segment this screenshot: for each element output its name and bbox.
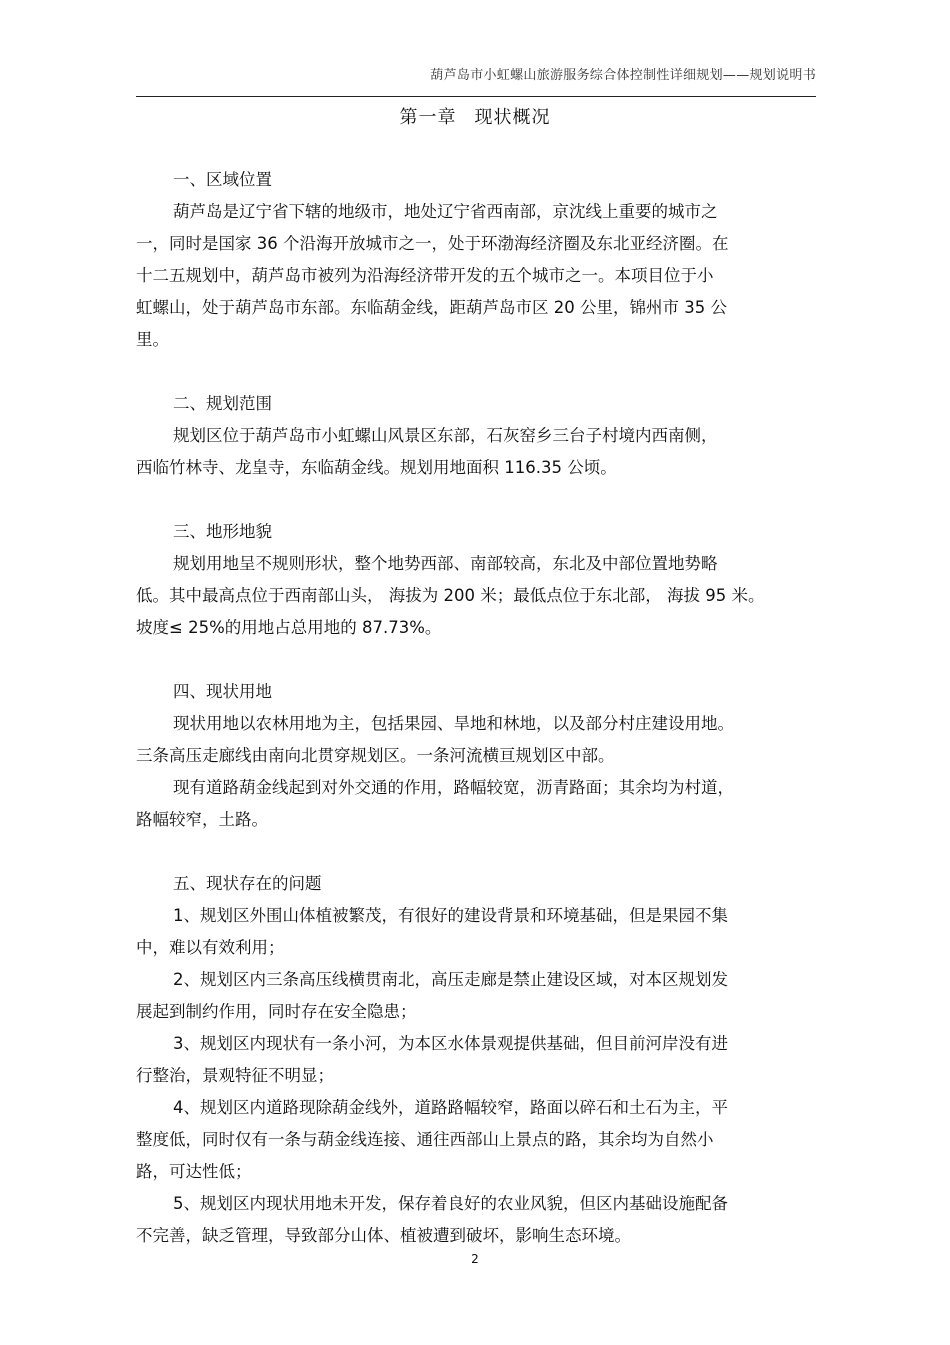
section-heading-terrain: 三、地形地貌 <box>173 522 272 541</box>
chapter-number: 第一章 <box>399 107 457 128</box>
paragraph-line: 5、规划区内现状用地未开发，保存着良好的农业风貌，但区内基础设施配备 <box>173 1194 728 1213</box>
paragraph-line: 整度低，同时仅有一条与葫金线连接、通往西部山上景点的路，其余均为自然小 <box>136 1130 714 1149</box>
chapter-name: 现状概况 <box>474 107 551 128</box>
paragraph-line: 2、规划区内三条高压线横贯南北，高压走廊是禁止建设区域，对本区规划发 <box>173 970 728 989</box>
chapter-title <box>0 103 950 129</box>
paragraph-line: 现状用地以农林用地为主，包括果园、旱地和林地，以及部分村庄建设用地。 <box>173 714 734 733</box>
paragraph-line: 不完善，缺乏管理，导致部分山体、植被遭到破坏，影响生态环境。 <box>136 1226 631 1245</box>
paragraph-line: 里。 <box>136 330 169 349</box>
document-body <box>136 164 821 1252</box>
paragraph-line: 1、规划区外围山体植被繁茂，有很好的建设背景和环境基础，但是果园不集 <box>173 906 728 925</box>
section-heading-land-use: 四、现状用地 <box>173 682 272 701</box>
paragraph-line: 十二五规划中，葫芦岛市被列为沿海经济带开发的五个城市之一。本项目位于小 <box>136 266 714 285</box>
paragraph-line: 葫芦岛是辽宁省下辖的地级市，地处辽宁省西南部，京沈线上重要的城市之 <box>173 202 718 221</box>
section-heading-scope: 二、规划范围 <box>173 394 272 413</box>
paragraph-line: 行整治，景观特征不明显； <box>136 1066 334 1085</box>
paragraph-line: 4、规划区内道路现除葫金线外，道路路幅较窄，路面以碎石和土石为主，平 <box>173 1098 728 1117</box>
paragraph-line: 3、规划区内现状有一条小河，为本区水体景观提供基础，但目前河岸没有进 <box>173 1034 728 1053</box>
paragraph-line: 坡度≤ 25%的用地占总用地的 87.73%。 <box>136 618 442 637</box>
section-heading-problems: 五、现状存在的问题 <box>173 874 322 893</box>
paragraph-line: 规划用地呈不规则形状，整个地势西部、南部较高，东北及中部位置地势略 <box>173 554 718 573</box>
running-header: 葫芦岛市小虹螺山旅游服务综合体控制性详细规划——规划说明书 <box>430 68 816 83</box>
header-rule <box>136 96 816 97</box>
paragraph-line: 中，难以有效利用； <box>136 938 285 957</box>
paragraph-line: 三条高压走廊线由南向北贯穿规划区。一条河流横亘规划区中部。 <box>136 746 615 765</box>
paragraph-line: 低。其中最高点位于西南部山头， 海拔为 200 米；最低点位于东北部， 海拔 95 米。 <box>136 586 765 605</box>
paragraph-line: 路，可达性低； <box>136 1162 252 1181</box>
paragraph-line: 路幅较窄，土路。 <box>136 810 268 829</box>
paragraph-line: 现有道路葫金线起到对外交通的作用，路幅较宽，沥青路面；其余均为村道， <box>173 778 734 797</box>
section-heading-location: 一、区域位置 <box>173 170 272 189</box>
paragraph-line: 展起到制约作用，同时存在安全隐患； <box>136 1002 417 1021</box>
page-number: 2 <box>471 1252 479 1266</box>
paragraph-line: 规划区位于葫芦岛市小虹螺山风景区东部，石灰窑乡三台子村境内西南侧， <box>173 426 718 445</box>
paragraph-line: 虹螺山，处于葫芦岛市东部。东临葫金线，距葫芦岛市区 20 公里，锦州市 35 公 <box>136 298 727 317</box>
paragraph-line: 西临竹林寺、龙皇寺，东临葫金线。规划用地面积 116.35 公顷。 <box>136 458 617 477</box>
paragraph-line: 一，同时是国家 36 个沿海开放城市之一，处于环渤海经济圈及东北亚经济圈。在 <box>136 234 729 253</box>
